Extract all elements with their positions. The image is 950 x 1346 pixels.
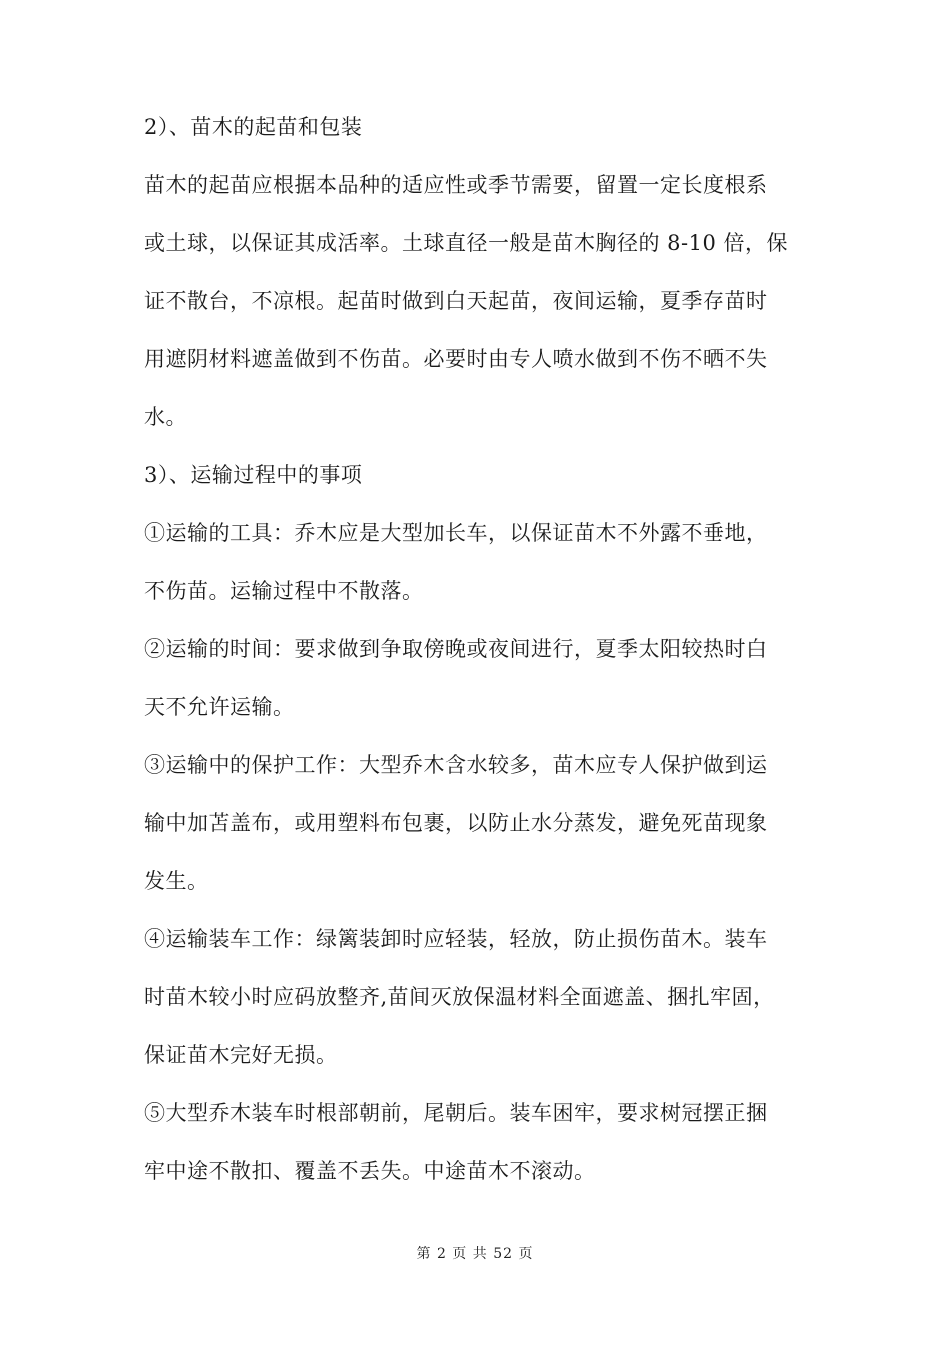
paragraph-line: ⑤大型乔木装车时根部朝前，尾朝后。装车困牢，要求树冠摆正捆: [144, 1101, 768, 1125]
paragraph-line: ②运输的时间：要求做到争取傍晚或夜间进行，夏季太阳较热时白: [144, 637, 768, 661]
paragraph-line: 不伤苗。运输过程中不散落。: [144, 579, 424, 603]
section-heading: 2）、苗木的起苗和包装: [144, 115, 363, 139]
paragraph-line: 用遮阴材料遮盖做到不伤苗。必要时由专人喷水做到不伤不晒不失: [144, 347, 768, 371]
paragraph-line: 天不允许运输。: [144, 695, 295, 719]
paragraph-line: 保证苗木完好无损。: [144, 1043, 338, 1067]
paragraph-line: ④运输装车工作：绿篱装卸时应轻装，轻放，防止损伤苗木。装车: [144, 927, 768, 951]
paragraph-line: ③运输中的保护工作：大型乔木含水较多，苗木应专人保护做到运: [144, 753, 768, 777]
paragraph-line: 发生。: [144, 869, 209, 893]
paragraph-line: 时苗木较小时应码放整齐,苗间灭放保温材料全面遮盖、捆扎牢固，: [144, 985, 775, 1009]
paragraph-line: 或土球，以保证其成活率。土球直径一般是苗木胸径的 8-10 倍，保: [144, 231, 789, 255]
paragraph-line: 证不散台，不凉根。起苗时做到白天起苗，夜间运输，夏季存苗时: [144, 289, 768, 313]
paragraph-line: 牢中途不散扣、覆盖不丢失。中途苗木不滚动。: [144, 1159, 596, 1183]
paragraph-line: 水。: [144, 405, 187, 429]
paragraph-line: 输中加苫盖布，或用塑料布包裹，以防止水分蒸发，避免死苗现象: [144, 811, 768, 835]
paragraph-line: 苗木的起苗应根据本品种的适应性或季节需要，留置一定长度根系: [144, 173, 768, 197]
page-number-footer: 第 2 页 共 52 页: [416, 1246, 534, 1262]
paragraph-line: ①运输的工具：乔木应是大型加长车，以保证苗木不外露不垂地，: [144, 521, 768, 545]
section-heading: 3）、运输过程中的事项: [144, 463, 363, 487]
